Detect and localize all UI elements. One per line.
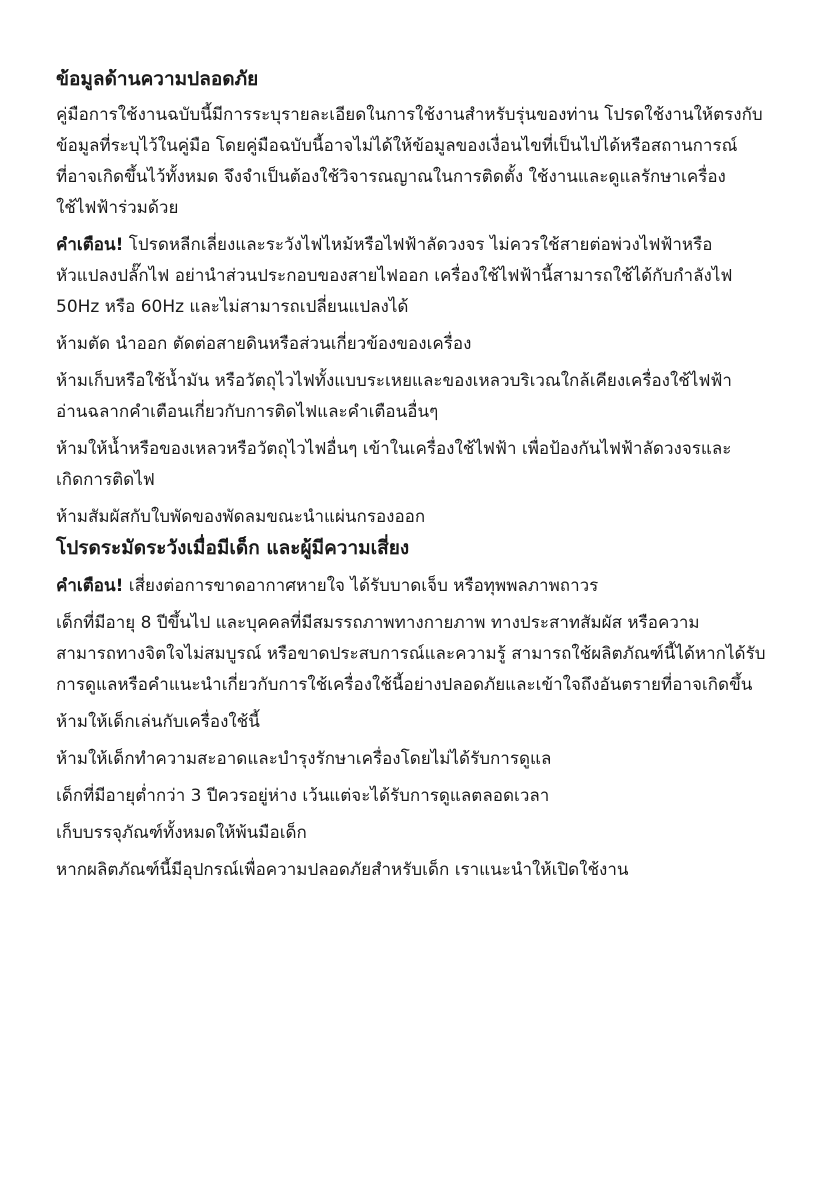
child-safety-item: เด็กที่มีอายุต่ำกว่า 3 ปีควรอยู่ห่าง เว้นแต่จะได้รับการดูแลตลอดเวลา <box>56 786 550 806</box>
safety-document <box>56 64 796 892</box>
safety-item: ห้ามเก็บหรือใช้น้ำมัน หรือวัตถุไวไฟทั้งแบบระเหยและของเหลวบริเวณใกล้เคียงเครื่องใช้ไฟฟ้า อ่านฉลากคำเตือนเกี่ยวกับการติดไฟและคำเตือนอื่นๆ <box>56 371 732 422</box>
child-safety-item: หากผลิตภัณฑ์นี้มีอุปกรณ์เพื่อความปลอดภัยสำหรับเด็ก เราแนะนำให้เปิดใช้งาน <box>56 860 629 880</box>
child-safety-item: เก็บบรรจุภัณฑ์ทั้งหมดให้พ้นมือเด็ก <box>56 823 307 843</box>
safety-item: ห้ามสัมผัสกับใบพัดของพัดลมขณะนำแผ่นกรองออก <box>56 507 426 527</box>
warning-label: คำเตือน! <box>56 235 124 255</box>
suffocation-warning-paragraph <box>56 571 796 602</box>
child-safety-item: ห้ามให้เด็กเล่นกับเครื่องใช้นี้ <box>56 712 260 732</box>
safety-intro-paragraph: คู่มือการใช้งานฉบับนี้มีการระบุรายละเอียดในการใช้งานสำหรับรุ่นของท่าน โปรดใช้งานให้ตรงกับ ข้อมูลที่ระบุไว้ในคู่มือ โดยคู่มือฉบับนี้อาจไม่ได้ให้ข้อมูลของเงื่อนไขที่เป็นไปได้หรือสถานการณ์ ที่อาจเกิดขึ้นไว้ทั้งหมด จึงจำเป็นต้องใช้วิจารณญาณในการติดตั้ง ใช้งานและดูแลรักษาเครื่อง ใช้ไฟฟ้าร่วมด้วย <box>56 105 763 218</box>
safety-item: ห้ามให้น้ำหรือของเหลวหรือวัตถุไวไฟอื่นๆ เข้าในเครื่องใช้ไฟฟ้า เพื่อป้องกันไฟฟ้าลัดวงจรและ เกิดการติดไฟ <box>56 439 732 490</box>
child-safety-item: ห้ามให้เด็กทำความสะอาดและบำรุงรักษาเครื่องโดยไม่ได้รับการดูแล <box>56 749 552 769</box>
warning-label: คำเตือน! <box>56 576 124 596</box>
section-title-children-safety: โปรดระมัดระวังเมื่อมีเด็ก และผู้มีความเสี่ยง <box>56 537 410 559</box>
warning-text: เสี่ยงต่อการขาดอากาศหายใจ ได้รับบาดเจ็บ หรือทุพพลภาพถาวร <box>123 576 599 596</box>
fire-warning-paragraph <box>56 230 796 323</box>
child-safety-item: เด็กที่มีอายุ 8 ปีขึ้นไป และบุคคลที่มีสมรรถภาพทางกายภาพ ทางประสาทสัมผัส หรือความ สามารถทางจิตใจไม่สมบูรณ์ หรือขาดประสบการณ์และความรู้ สามารถใช้ผลิตภัณฑ์นี้ได้หากได้รับ การดูแลหรือคำแนะนำเกี่ยวกับการใช้เครื่องใช้นี้อย่างปลอดภัยและเข้าใจถึงอันตรายที่อาจเกิดขึ้น <box>56 613 766 695</box>
section-title-safety-information: ข้อมูลด้านความปลอดภัย <box>56 68 259 90</box>
warning-text: โปรดหลีกเลี่ยงและระวังไฟไหม้หรือไฟฟ้าลัดวงจร ไม่ควรใช้สายต่อพ่วงไฟฟ้าหรือ หัวแปลงปลั๊กไฟ อย่านำส่วนประกอบของสายไฟออก เครื่องใช้ไฟฟ้านี้สามารถใช้ได้กับกำลังไฟ 50Hz หรือ 60Hz และไม่สามารถเปลี่ยนแปลงได้ <box>56 235 733 317</box>
safety-item: ห้ามตัด นำออก ตัดต่อสายดินหรือส่วนเกี่ยวข้องของเครื่อง <box>56 334 472 354</box>
